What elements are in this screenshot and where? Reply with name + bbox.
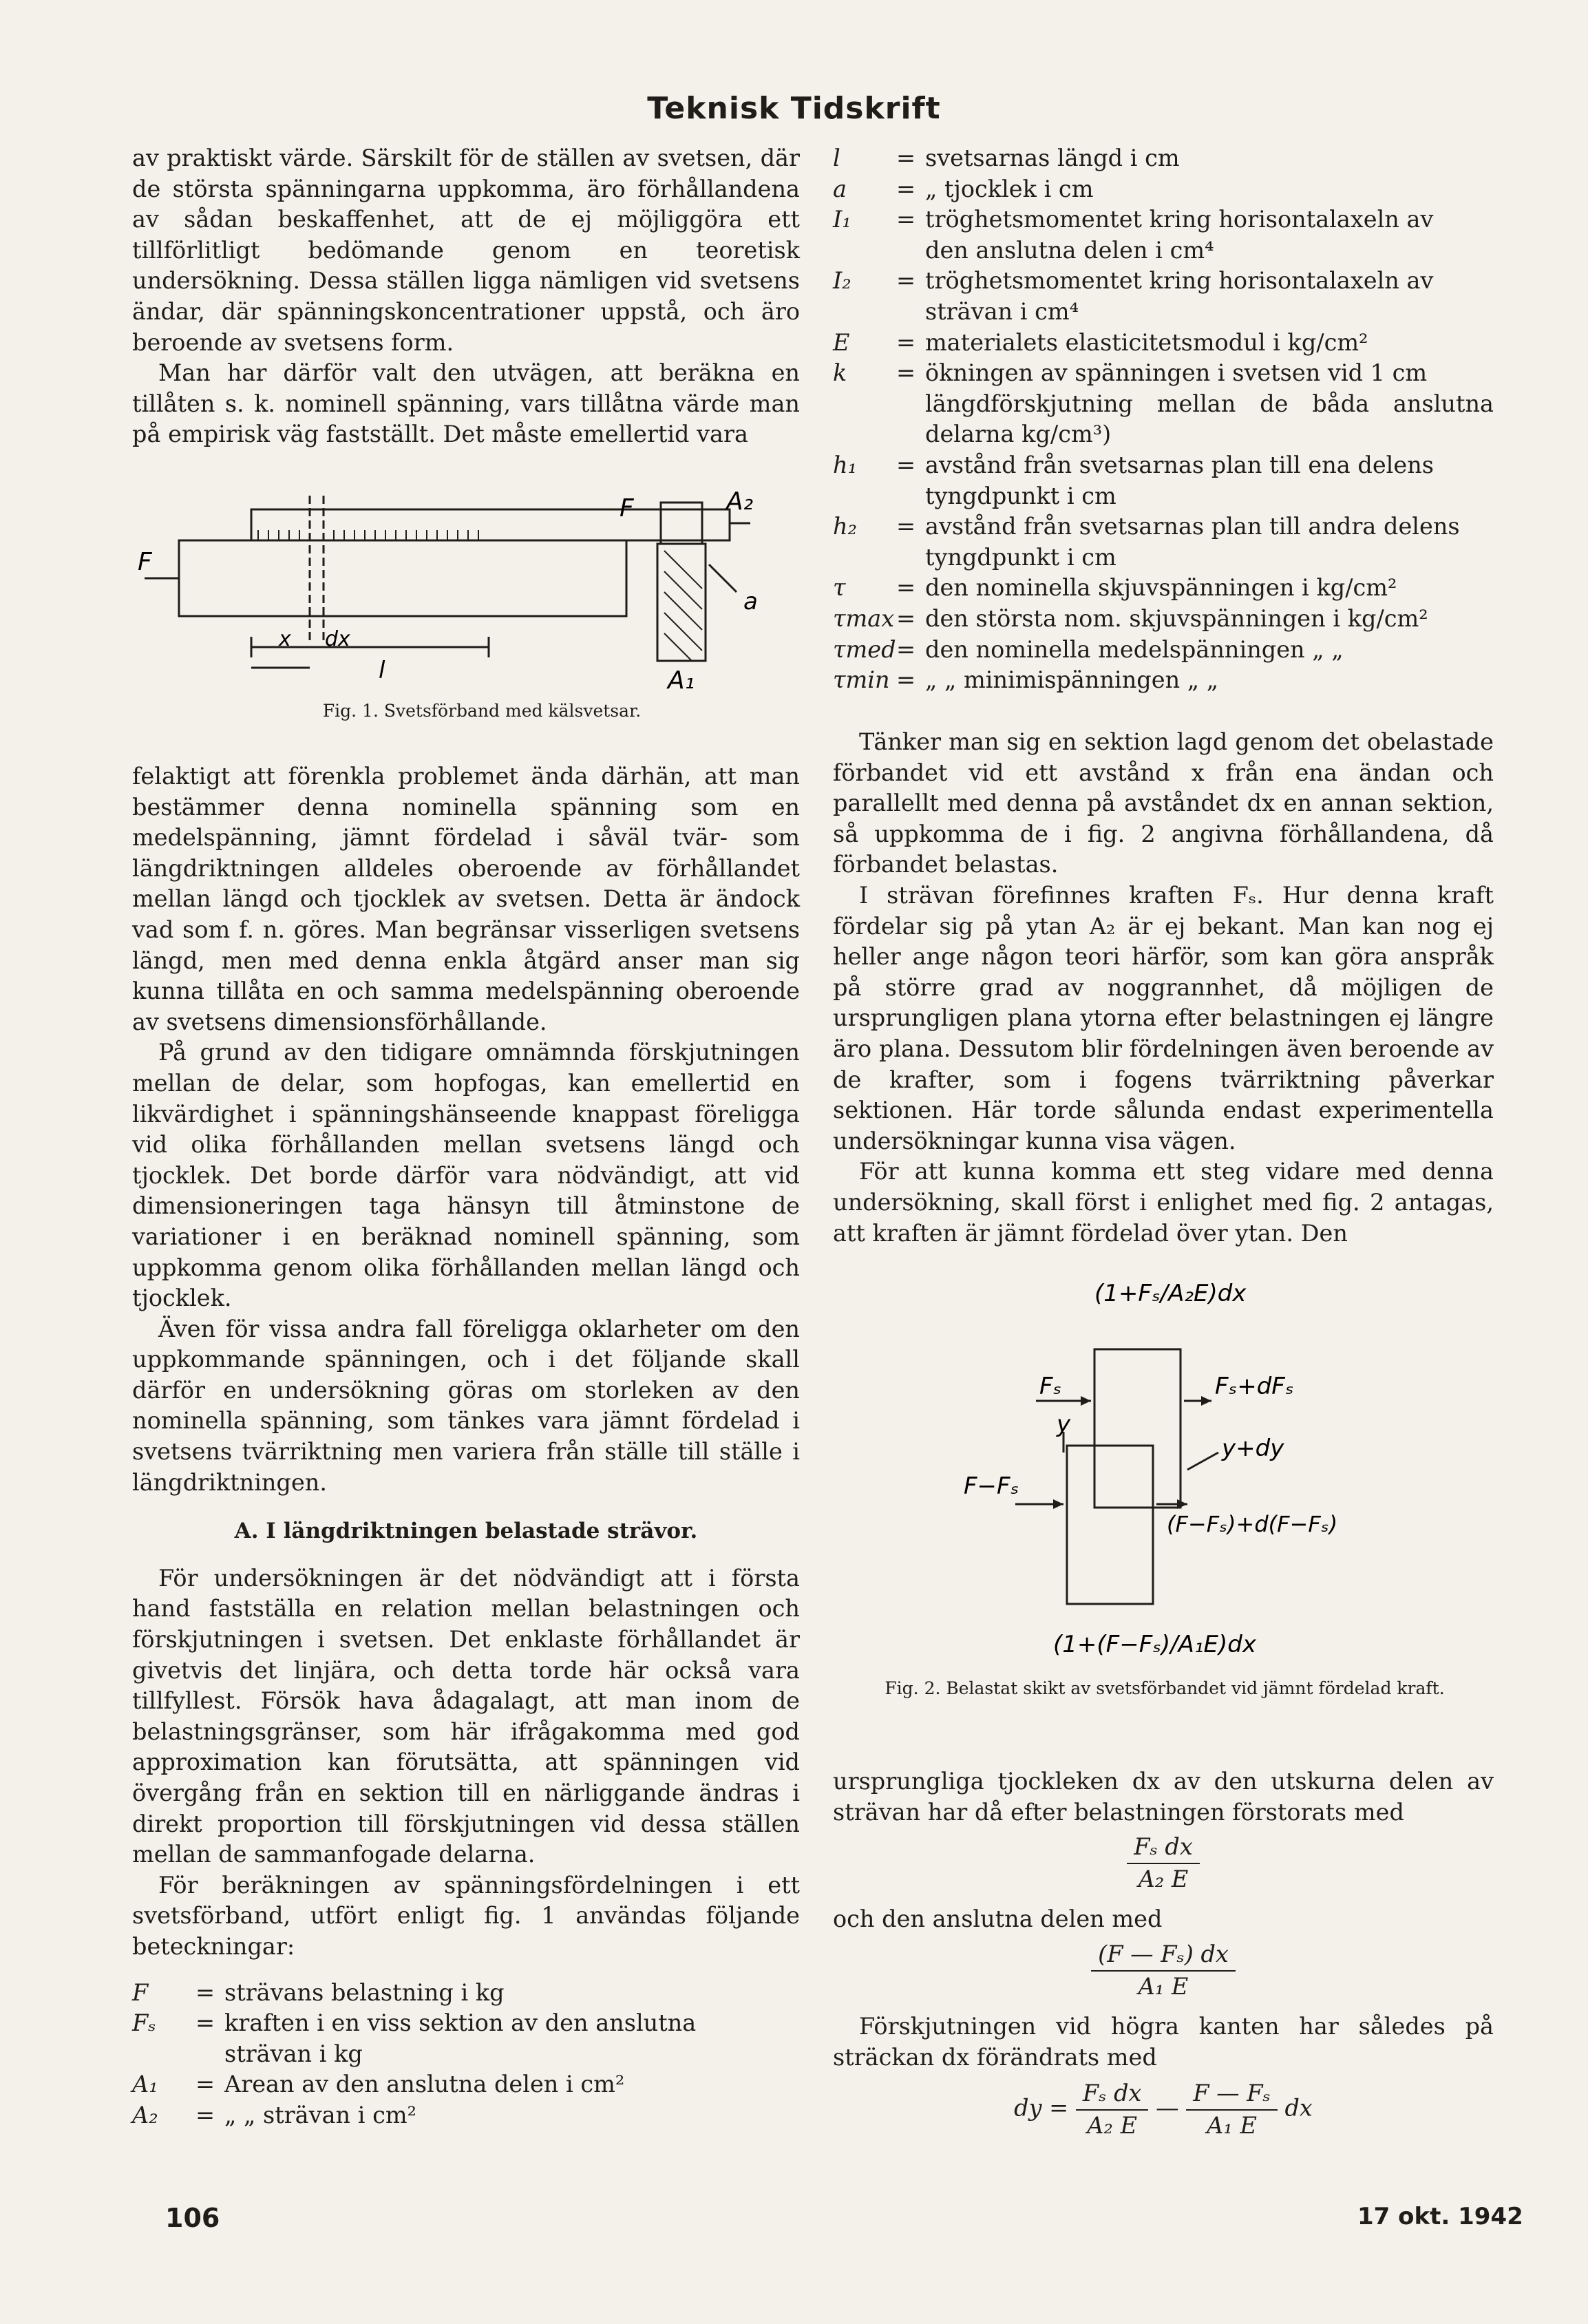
- left-column-bottom: [132, 761, 800, 2131]
- paragraph: Man har därför valt den utvägen, att beräkna en tillåten s. k. nominell spänning, vars tillåtna värde man på empirisk väg fastställt. Det måste emellertid vara: [132, 359, 800, 448]
- paragraph: I strävan förefinnes kraften Fₛ. Hur denna kraft fördelar sig på ytan A₂ är ej bekant. Man kan nog ej heller ange någon teori härför, som kan göra anspråk på större grad av noggrannhet, då möjligen de ursprungligen plana ytorna efter belastningen ej längre äro plana. Dessutom blir fördelningen även beroende av de krafter, som i fogens tvärriktning påverkar sektionen. Här torde sålunda endast experimentella undersökningar kunna visa vägen.: [833, 881, 1494, 1154]
- top-expansion-label: (1+Fₛ/A₂E)dx: [1094, 1280, 1247, 1307]
- equation-2: $\frac{\text{(F — Fₛ) dx}}{\text{A₁ E}}$: [833, 1939, 1494, 2002]
- notation-row: I₂ = tröghetsmomentet kring horisontalaxeln av: [833, 267, 1434, 295]
- connected-plate: [179, 540, 626, 616]
- plate-layer: [1067, 1446, 1153, 1604]
- figure-1-caption: Fig. 1. Svetsförband med kälsvetsar.: [322, 701, 642, 721]
- notation-row: h₂ = avstånd från svetsarnas plan till andra delens: [833, 513, 1460, 540]
- notation-row: A₂ = „ „ strävan i cm²: [132, 2101, 417, 2128]
- figure-2-caption: Fig. 2. Belastat skikt av svetsförbandet vid jämnt fördelad kraft.: [885, 1678, 1445, 1698]
- paragraph: felaktigt att förenkla problemet ända därhän, att man bestämmer denna nominella spänning som en medelspänning, jämnt fördelad i såväl tvär- som längdriktningen alldeles oberoende av förhållandet mellan längd och tjocklek av svetsen. Detta är ändock vad som f. n. göres. Man begränsar visserligen svetsens längd, men med denna enkla åtgärd anser man sig kunna tillåta en och samma medelspänning oberoende av svetsens dimensionsförhållande.: [132, 763, 800, 1035]
- displacement-y-dy-label: y+dy: [1222, 1435, 1284, 1462]
- section-heading: A. I längdriktningen belastade strävor.: [234, 1519, 698, 1544]
- equation-3: dy = $\frac{\text{Fₛ dx}}{\text{A₂ E}}$ — $\frac{\text{F — Fₛ}}{\text{A₁ E}}$ dx: [1014, 2080, 1313, 2139]
- notation-continuation: strävan i cm⁴: [925, 297, 1079, 325]
- weld-thickness-label: a: [743, 588, 758, 615]
- area-a2-label: A₂: [726, 487, 754, 516]
- notation-row: a = „ tjocklek i cm: [833, 175, 1094, 202]
- length-label: l: [379, 657, 385, 684]
- paragraph: För beräkningen av spänningsfördelningen i ett svetsförband, utfört enligt fig. 1 användas följande beteckningar:: [132, 1871, 800, 1960]
- page-number: 106: [165, 2203, 220, 2233]
- notation-continuation: den anslutna delen i cm⁴: [925, 236, 1214, 264]
- notation-continuation: tyngdpunkt i cm: [925, 543, 1116, 571]
- notation-row: A₁ = Arean av den anslutna delen i cm²: [132, 2071, 625, 2098]
- notation-row: τmed = den nominella medelspänningen „ „: [833, 635, 1344, 663]
- equation-1: $\frac{\text{Fₛ dx}}{\text{A₂ E}}$: [833, 1832, 1494, 1894]
- notation-row: τmax = den största nom. skjuvspänningen i kg/cm²: [833, 604, 1428, 632]
- notation-continuation: längdförskjutning mellan de båda anslutna delarna kg/cm³): [925, 390, 1494, 448]
- x-label: x: [279, 627, 291, 651]
- paragraph: På grund av den tidigare omnämnda förskjutningen mellan de delar, som hopfogas, kan emellertid en likvärdighet i spänningshänseende knappast föreligga vid olika förhållanden mellan svetsens längd och tjocklek. Det borde därför vara nödvändigt, att vid dimensioneringen taga hänsyn till åtminstone de variationer i en beräknad nominell spänning, som uppkomma genom olika förhållanden mellan längd och tjocklek.: [132, 1039, 800, 1312]
- paragraph: och den anslutna delen med: [833, 1905, 1163, 1933]
- dx-label: dx: [325, 627, 350, 651]
- notation-row: τ = den nominella skjuvspänningen i kg/cm²: [833, 574, 1397, 602]
- force-f-fs-d-label: (F−Fₛ)+d(F−Fₛ): [1167, 1511, 1338, 1537]
- paragraph: Förskjutningen vid högra kanten har således på sträckan dx förändrats med: [833, 2013, 1494, 2071]
- paragraph: För undersökningen är det nödvändigt att i första hand fastställa en relation mellan belastningen och förskjutningen i svetsen. Det enklaste förhållandet är givetvis det linjära, och detta torde här också vara tillfyllest. Försök hava ådagalagt, att man inom de belastningsgränser, som här ifrågakomma med god approximation kan förutsätta, att spänningen vid övergång från en sektion till en närliggande ändras i direkt proportion till förskjutningen vid dessa ställen mellan de sammanfogade delarna.: [132, 1564, 800, 1868]
- paragraph: av praktiskt värde. Särskilt för de ställen av svetsen, där de största spänningarna uppkomma, äro förhållandena av sådan beskaffenhet, att de ej möjliggöra ett tillförlitligt bedömande genom en teoretisk undersökning. Dessa ställen ligga nämligen vid svetsens ändar, där spänningskoncentrationer uppstå, och äro beroende av svetsens form.: [132, 145, 800, 356]
- area-a1-label: A₁: [668, 666, 695, 695]
- notation-row: Fₛ = kraften i en viss sektion av den anslutna: [132, 2009, 697, 2037]
- journal-header: Teknisk Tidskrift: [647, 91, 941, 126]
- bottom-expansion-label: (1+(F−Fₛ)/A₁E)dx: [1053, 1631, 1256, 1658]
- paragraph: För att kunna komma ett steg vidare med denna undersökning, skall först i enlighet med fig. 2 antagas, att kraften är jämnt fördelad över ytan. Den: [833, 1158, 1494, 1247]
- notation-list-left: [132, 1978, 800, 2131]
- force-fs-label: Fₛ: [1039, 1373, 1062, 1400]
- issue-date: 17 okt. 1942: [1357, 2203, 1523, 2230]
- force-f-fs-label: F−Fₛ: [964, 1472, 1019, 1500]
- notation-row: l = svetsarnas längd i cm: [833, 145, 1180, 171]
- displacement-y-label: y: [1057, 1411, 1071, 1438]
- notation-row: τmin = „ „ minimispänningen „ „: [833, 666, 1219, 694]
- left-column-top: [132, 143, 800, 450]
- right-column-middle: [833, 727, 1494, 1249]
- notation-continuation: tyngdpunkt i cm: [925, 482, 1116, 509]
- force-fs-dfs-label: Fₛ+dFₛ: [1215, 1373, 1294, 1400]
- notation-row: k = ökningen av spänningen i svetsen vid 1 cm: [833, 359, 1428, 387]
- force-label: F: [620, 494, 634, 522]
- figure-2: [950, 1267, 1418, 1673]
- paragraph: ursprungliga tjockleken dx av den utskurna delen av strävan har då efter belastningen förstorats med: [833, 1768, 1494, 1826]
- notation-continuation: strävan i kg: [224, 2040, 363, 2067]
- notation-row: F = strävans belastning i kg: [132, 1978, 505, 2006]
- notation-list-right: [833, 143, 1494, 696]
- right-column-bottom: [833, 1766, 1494, 2147]
- notation-row: E = materialets elasticitetsmodul i kg/cm²: [833, 328, 1368, 356]
- force-label: F: [138, 548, 152, 576]
- paragraph: Tänker man sig en sektion lagd genom det obelastade förbandet vid ett avstånd x från ena ändan och parallellt med denna på avståndet dx en annan sektion, så uppkomma de i fig. 2 angivna förhållandena, då förbandet belastas.: [833, 728, 1494, 878]
- paragraph: Även för vissa andra fall föreligga oklarheter om den uppkommande spänningen, och i det följande skall därför en undersökning göras om storleken av den nominella spänning, som tänkes vara jämnt fördelad i svetsens tvärriktning men variera från ställe till ställe i längdriktningen.: [132, 1315, 800, 1496]
- strut-layer: [1094, 1349, 1181, 1508]
- notation-row: h₁ = avstånd från svetsarnas plan till ena delens: [833, 451, 1434, 478]
- figure-1: [138, 482, 812, 702]
- notation-row: I₁ = tröghetsmomentet kring horisontalaxeln av: [833, 206, 1434, 233]
